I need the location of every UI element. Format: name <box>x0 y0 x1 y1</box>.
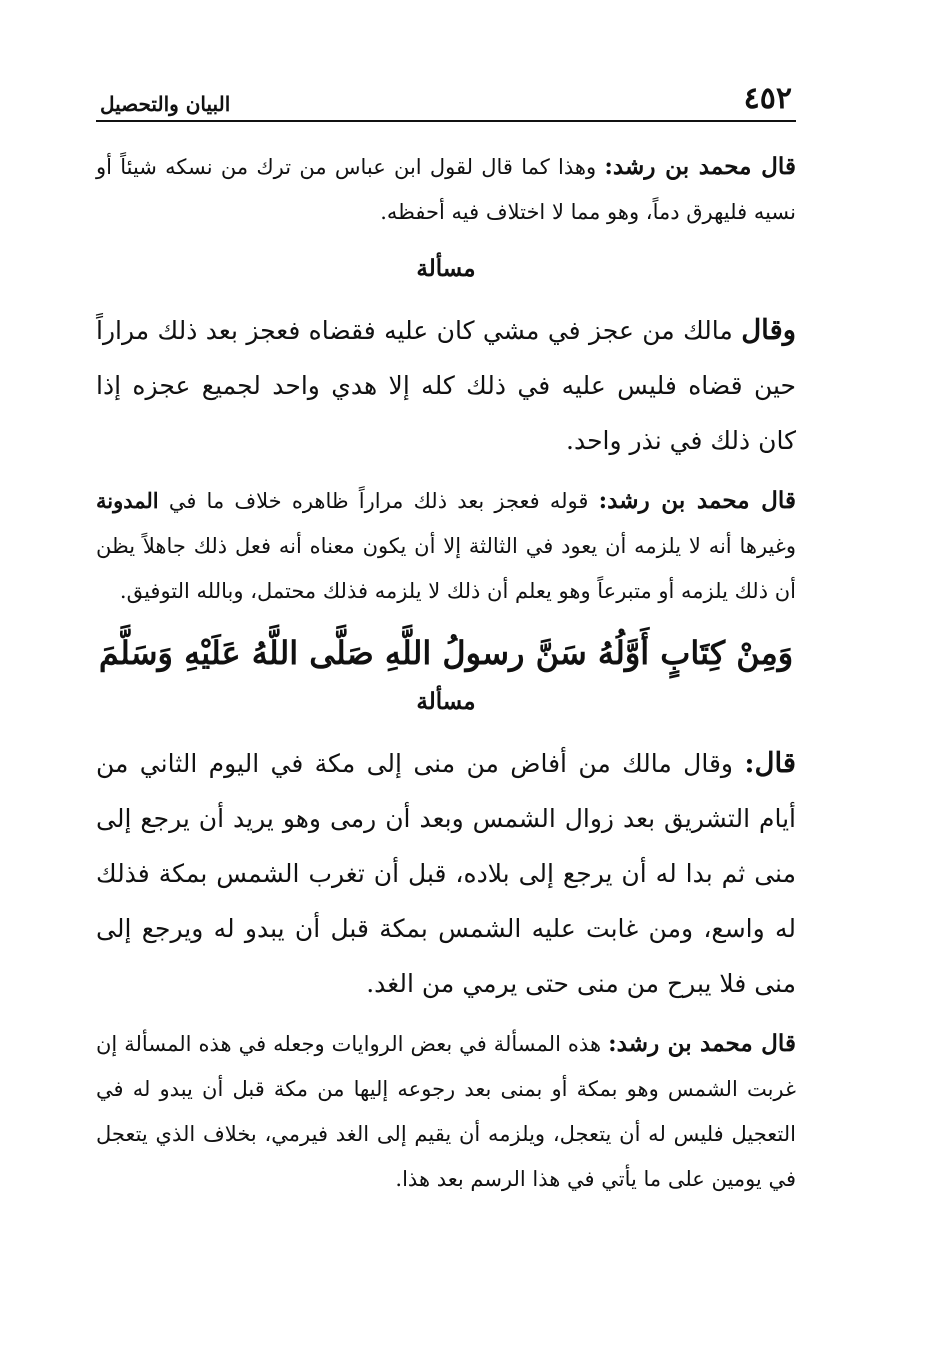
commentary-text: هذه المسألة في بعض الروايات وجعله في هذه المسألة إن غربت الشمس وهو بمكة أو بمنى بعد رجوعه إليها من مكة قبل أن يبدو له في التعجيل فليس له أن يتعجل، ويلزمه أن يقيم إلى الغد فيرمي، بخلاف الذي يتعجل في يومين على ما يأتي في هذا الرسم بعد هذا. <box>96 1032 796 1191</box>
section-heading-2: مسألة <box>416 688 476 715</box>
commentary-paragraph-1 <box>96 144 796 235</box>
paragraph-text: مالك من عجز في مشي كان عليه فقضاه فعجز بعد ذلك مراراً حين قضاه فليس عليه في ذلك كله إلا هدي واحد لجميع عجزه إذا كان ذلك في نذر واحد. <box>96 316 796 455</box>
paragraph-lead: وقال <box>741 314 796 346</box>
page-header <box>96 70 796 122</box>
text-paragraph-2 <box>96 736 796 1011</box>
commentary-text-a: قوله فعجز بعد ذلك مراراً ظاهره خلاف ما في <box>168 489 589 513</box>
commentary-text-b: وغيرها أنه لا يلزمه أن يعود في الثالثة إلا أن يكون معناه أنه فعل ذلك جاهلاً يظن أن ذلك يلزمه أو متبرعاً وهو يعلم أن ذلك لا يلزمه فذلك محتمل، وبالله التوفيق. <box>96 534 796 603</box>
commentary-lead: قال محمد بن رشد: <box>598 487 796 514</box>
mudawwana-reference: المدونة <box>96 488 159 513</box>
paragraph-lead: قال: <box>744 747 796 779</box>
section-heading-1: مسألة <box>416 255 476 282</box>
paragraph-text: وقال مالك من أفاض من منى إلى مكة في اليوم الثاني من أيام التشريق بعد زوال الشمس وبعد أن رمى وهو يريد أن يرجع إلى منى ثم بدا له أن يرجع إلى بلاده، قبل أن تغرب الشمس بمكة فذلك له واسع، ومن غابت عليه الشمس بمكة قبل أن يبدو له ويرجع إلى منى فلا يبرح من منى حتى يرمي من الغد. <box>96 749 796 998</box>
commentary-paragraph-3 <box>96 1021 796 1202</box>
book-page <box>96 70 796 1202</box>
running-title: البيان والتحصيل <box>100 92 231 116</box>
text-paragraph-1 <box>96 303 796 468</box>
page-number: ٤٥٢ <box>743 81 792 116</box>
commentary-text: وهذا كما قال لقول ابن عباس من ترك من نسكه شيئاً أو نسيه فليهرق دماً، وهو مما لا اختلاف فيه أحفظه. <box>96 155 796 224</box>
commentary-paragraph-2 <box>96 478 796 614</box>
chapter-title: وَمِنْ كِتَابٍ أَوَّلُهُ سَنَّ رسولُ اللَّهِ صَلَّى اللَّهُ عَلَيْهِ وَسَلَّمَ <box>98 634 794 672</box>
commentary-lead: قال محمد بن رشد: <box>604 153 796 180</box>
commentary-lead: قال محمد بن رشد: <box>608 1030 796 1057</box>
